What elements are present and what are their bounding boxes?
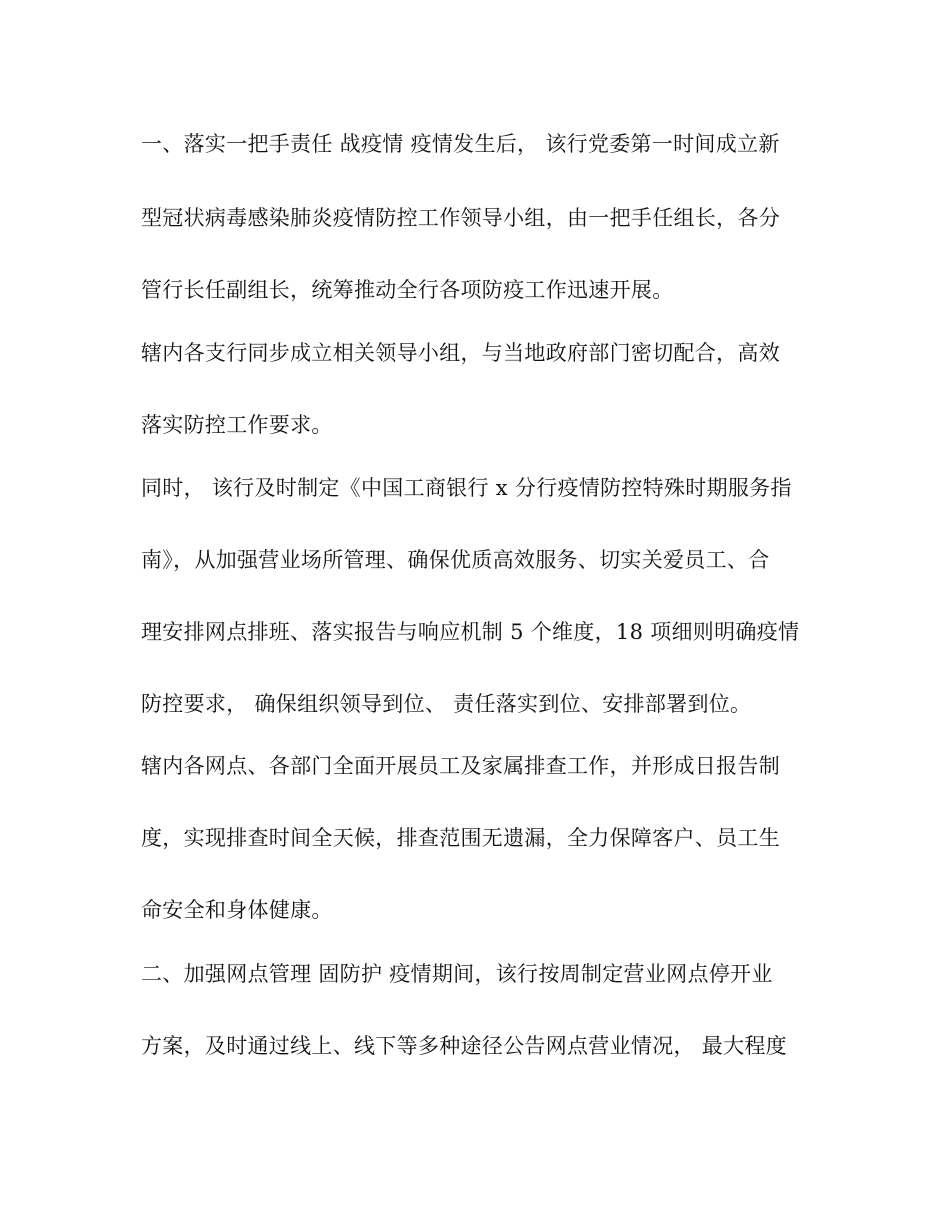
paragraph-line: 型冠状病毒感染肺炎疫情防控工作领导小组，由一把手任组长，各分 [141,206,780,230]
paragraph-line: 二、加强网点管理 固防护 疫情期间，该行按周制定营业网点停开业 [141,962,773,986]
paragraph-line: 辖内各支行同步成立相关领导小组，与当地政府部门密切配合，高效 [141,341,780,365]
paragraph-line: 度，实现排查时间全天候，排查范围无遗漏，全力保障客户、员工生 [141,826,780,850]
paragraph-line: 南》，从加强营业场所管理、确保优质高效服务、切实关爱员工、合 [141,548,770,572]
paragraph-line: 落实防控工作要求。 [141,413,333,437]
paragraph-line: 辖内各网点、各部门全面开展员工及家属排查工作，并形成日报告制 [141,754,780,778]
paragraph-line: 方案，及时通过线上、线下等多种途径公告网点营业情况， 最大程度 [141,1034,787,1058]
paragraph-line: 同时， 该行及时制定《中国工商银行 x 分行疫情防控特殊时期服务指 [141,476,792,500]
paragraph-line: 管行长任副组长，统筹推动全行各项防疫工作迅速开展。 [141,278,674,302]
paragraph-line: 命安全和身体健康。 [141,898,333,922]
paragraph-line: 一、落实一把手责任 战疫情 疫情发生后， 该行党委第一时间成立新 [141,132,780,156]
paragraph-line: 防控要求， 确保组织领导到位、 责任落实到位、安排部署到位。 [141,692,752,716]
paragraph-line: 理安排网点排班、落实报告与响应机制 5 个维度，18 项细则明确疫情 [141,620,800,644]
